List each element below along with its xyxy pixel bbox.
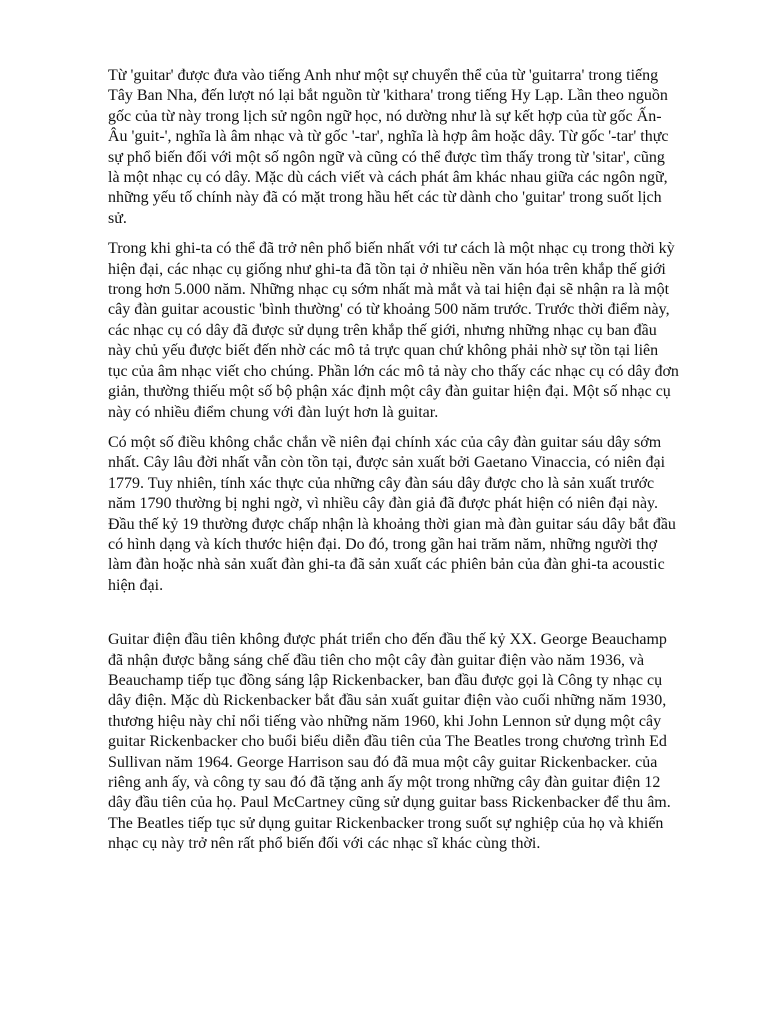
paragraph-six-string-guitar: Có một số điều không chắc chắn về niên đại chính xác của cây đàn guitar sáu dây sớm nhất. Cây lâu đời nhất vẫn còn tồn tại, được sản xuất bởi Gaetano Vinaccia, có niên đại 1779. Tuy nhiên, tính xác thực của những cây đàn sáu dây được cho là sản xuất trước năm 1790 thường bị nghi ngờ, vì nhiều cây đàn giả đã được phát hiện có niên đại này. Đầu thế kỷ 19 thường được chấp nhận là khoảng thời gian mà đàn guitar sáu dây bắt đầu có hình dạng và kích thước hiện đại. Do đó, trong gần hai trăm năm, những người thợ làm đàn hoặc nhà sản xuất đàn ghi-ta đã sản xuất các phiên bản của đàn ghi-ta acoustic hiện đại. [108, 433, 676, 594]
paragraph-electric-guitar: Guitar điện đầu tiên không được phát triển cho đến đầu thế kỷ XX. George Beauchamp đã nhận được bằng sáng chế đầu tiên cho một cây đàn guitar điện vào năm 1936, và Beauchamp tiếp tục đồng sáng lập Rickenbacker, ban đầu được gọi là Công ty nhạc cụ dây điện. Mặc dù Rickenbacker bắt đầu sản xuất guitar điện vào cuối những năm 1930, thương hiệu này chỉ nổi tiếng vào những năm 1960, khi John Lennon sử dụng một cây guitar Rickenbacker cho buổi biểu diễn đầu tiên của The Beatles trong chương trình Ed Sullivan năm 1964. George Harrison sau đó đã mua một cây guitar Rickenbacker. của riêng anh ấy, và công ty sau đó đã tặng anh ấy một trong những cây đàn guitar điện 12 dây đầu tiên của họ. Paul McCartney cũng sử dụng guitar bass Rickenbacker để thu âm. The Beatles tiếp tục sử dụng guitar Rickenbacker trong suốt sự nghiệp của họ và khiến nhạc cụ này trở nên rất phổ biến đối với các nhạc sĩ khác cùng thời. [108, 631, 671, 853]
document-body [108, 66, 680, 865]
paragraph-guitar-etymology: Từ 'guitar' được đưa vào tiếng Anh như một sự chuyển thể của từ 'guitarra' trong tiếng Tây Ban Nha, đến lượt nó lại bắt nguồn từ 'kithara' trong tiếng Hy Lạp. Lần theo nguồn gốc của từ này trong lịch sử ngôn ngữ học, nó dường như là sự kết hợp của từ gốc Ấn-Âu 'guit-', nghĩa là âm nhạc và từ gốc '-tar', nghĩa là hợp âm hoặc dây. Từ gốc '-tar' thực sự phổ biến đối với một số ngôn ngữ và cũng có thể được tìm thấy trong từ 'sitar', cũng là một nhạc cụ có dây. Mặc dù cách viết và cách phát âm khác nhau giữa các ngôn ngữ, những yếu tố chính này đã có mặt trong hầu hết các từ dành cho 'guitar' trong suốt lịch sử. [108, 67, 669, 227]
paragraph-early-instruments: Trong khi ghi-ta có thể đã trở nên phổ biến nhất với tư cách là một nhạc cụ trong thời kỳ hiện đại, các nhạc cụ giống như ghi-ta đã tồn tại ở nhiều nền văn hóa trên khắp thế giới trong hơn 5.000 năm. Những nhạc cụ sớm nhất mà mắt và tai hiện đại sẽ nhận ra là một cây đàn guitar acoustic 'bình thường' có từ khoảng 500 năm trước. Trước thời điểm này, các nhạc cụ có dây đã được sử dụng trên khắp thế giới, nhưng những nhạc cụ ban đầu này chủ yếu được biết đến nhờ các mô tả trực quan chứ không phải nhờ sự tồn tại liên tục của âm nhạc viết cho chúng. Phần lớn các mô tả này cho thấy các nhạc cụ có dây đơn giản, thường thiếu một số bộ phận xác định một cây đàn guitar hiện đại. Một số nhạc cụ này có nhiều điểm chung với đàn luýt hơn là guitar. [108, 240, 679, 421]
